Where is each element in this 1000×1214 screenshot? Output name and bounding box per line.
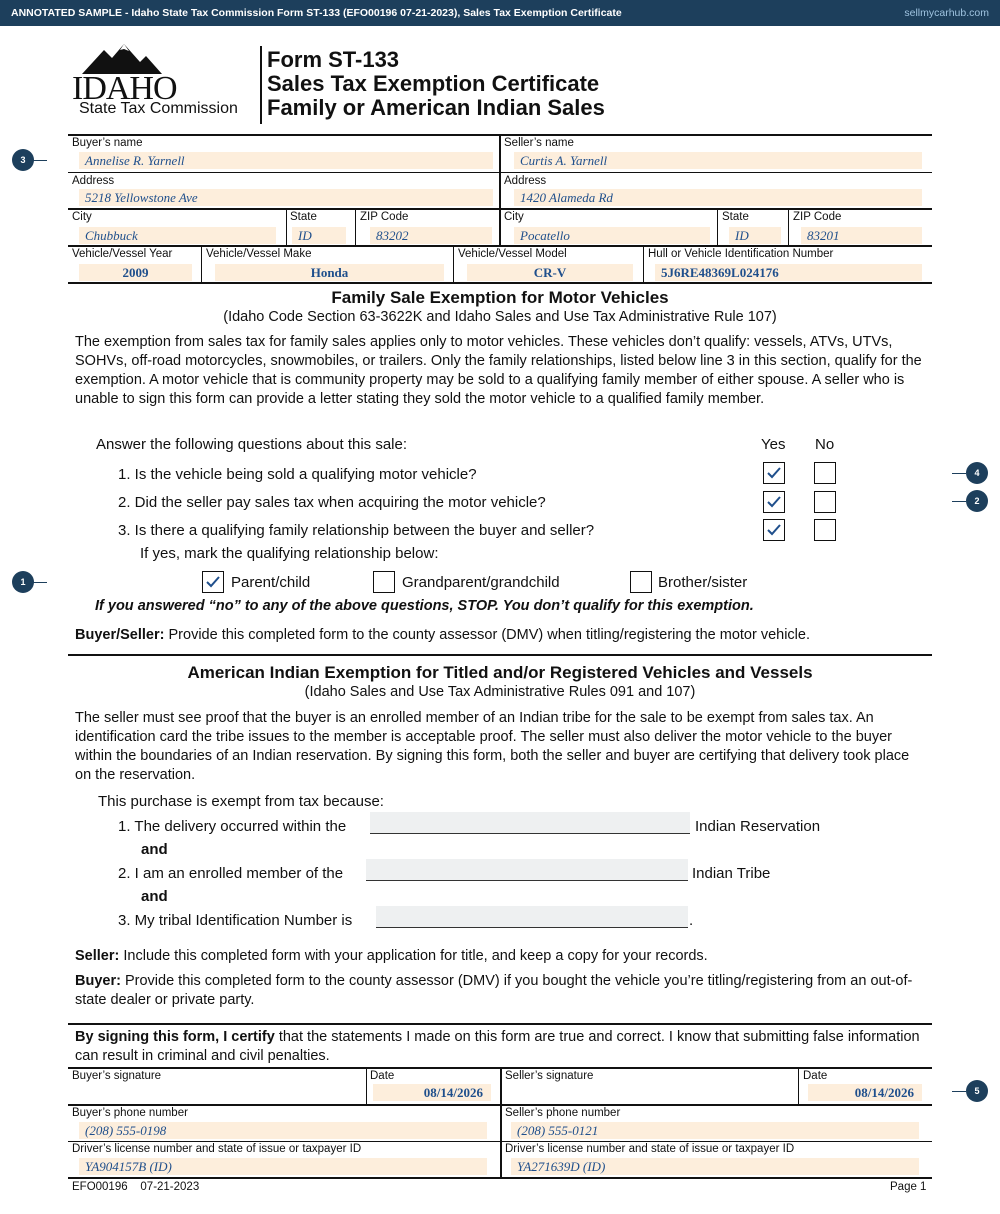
question-1: 1. Is the vehicle being sold a qualifying motor vehicle? <box>118 466 477 483</box>
seller-zip-field[interactable]: 83201 <box>801 227 922 244</box>
q1-yes-checkbox[interactable] <box>763 462 785 484</box>
buyer-signature-label: Buyer’s signature <box>72 1070 162 1082</box>
buyer-dl-field[interactable]: YA904157B (ID) <box>79 1158 487 1175</box>
table-vrule <box>788 208 789 246</box>
q2-no-checkbox[interactable] <box>814 491 836 513</box>
footer-page: Page 1 <box>890 1181 927 1193</box>
checkmark-icon <box>205 575 221 589</box>
annotation-badge-4: 4 <box>966 462 988 484</box>
q3-yes-checkbox[interactable] <box>763 519 785 541</box>
buyer-name-field[interactable]: Annelise R. Yarnell <box>79 152 493 169</box>
table-vrule <box>453 245 454 283</box>
seller-zip-label: ZIP Code <box>793 211 842 223</box>
annotation-leader <box>33 160 47 161</box>
family-subheading: (Idaho Code Section 63-3622K and Idaho Sales and Use Tax Administrative Rule 107) <box>223 309 777 325</box>
table-vrule <box>717 208 718 246</box>
seller-instruction-text: Include this completed form with your application for title, and keep a copy for your records. <box>123 948 708 964</box>
annotation-badge-3: 3 <box>12 149 34 171</box>
vehicle-year-label: Vehicle/Vessel Year <box>72 248 173 260</box>
reservation-line-label: 1. The delivery occurred within the <box>118 818 347 835</box>
tribe-line-label: 2. I am an enrolled member of the <box>118 865 344 882</box>
logo-word: IDAHO <box>72 70 177 107</box>
section-divider <box>68 1023 932 1025</box>
buyer-seller-label: Buyer/Seller: <box>75 627 165 643</box>
tribe-input[interactable] <box>366 859 688 881</box>
annotation-banner <box>0 0 1000 26</box>
annotation-leader <box>952 1091 966 1092</box>
checkmark-icon <box>766 495 782 509</box>
buyer-state-label: State <box>290 211 317 223</box>
indian-heading: American Indian Exemption for Titled and/or Registered Vehicles and Vessels <box>187 663 813 682</box>
q1-no-checkbox[interactable] <box>814 462 836 484</box>
seller-name-field[interactable]: Curtis A. Yarnell <box>514 152 922 169</box>
buyer-instruction-text: Provide this completed form to the county assessor (DMV) if you bought the vehicle you’re titling/registering from an out-of-state dealer or private party. <box>75 973 913 1008</box>
buyer-address-field[interactable]: 5218 Yellowstone Ave <box>79 189 493 206</box>
table-vrule <box>798 1067 799 1105</box>
buyer-zip-field[interactable]: 83202 <box>370 227 492 244</box>
sibling-checkbox[interactable] <box>630 571 652 593</box>
form-title: Sales Tax Exemption Certificate <box>267 71 600 96</box>
buyer-date-label: Date <box>370 1070 395 1082</box>
idaho-logo <box>70 40 260 125</box>
footer-form-id: EFO00196 07-21-2023 <box>72 1181 200 1193</box>
seller-signature-label: Seller’s signature <box>505 1070 594 1082</box>
buyer-seller-instruction <box>75 627 810 643</box>
table-rule <box>68 282 932 284</box>
annotation-leader <box>952 473 966 474</box>
and-connector: and <box>141 841 168 858</box>
annotation-leader <box>952 501 966 502</box>
seller-phone-label: Seller’s phone number <box>505 1107 621 1119</box>
seller-date-label: Date <box>803 1070 828 1082</box>
vehicle-model-label: Vehicle/Vessel Model <box>458 248 567 260</box>
seller-address-label: Address <box>504 175 547 187</box>
banner-site[interactable]: sellmycarhub.com <box>904 7 989 19</box>
question-3: 3. Is there a qualifying family relationship between the buyer and seller? <box>118 522 595 539</box>
q3-no-checkbox[interactable] <box>814 519 836 541</box>
certification-statement <box>75 1028 935 1066</box>
parent-child-label: Parent/child <box>231 574 311 591</box>
exempt-prompt: This purchase is exempt from tax because: <box>98 793 384 810</box>
section-divider <box>68 654 932 656</box>
stop-warning: If you answered “no” to any of the above questions, STOP. You don’t qualify for this exemption. <box>95 598 754 614</box>
reservation-input[interactable] <box>370 812 690 834</box>
table-vrule <box>355 208 356 246</box>
table-vrule <box>500 1067 502 1178</box>
seller-dl-label: Driver’s license number and state of issue or taxpayer ID <box>505 1143 795 1155</box>
buyer-instruction <box>75 972 925 1010</box>
answer-prompt: Answer the following questions about this sale: <box>96 436 408 453</box>
annotation-leader <box>33 582 47 583</box>
buyer-city-field[interactable]: Chubbuck <box>79 227 276 244</box>
vehicle-make-field[interactable]: Honda <box>215 264 444 281</box>
seller-city-field[interactable]: Pocatello <box>514 227 710 244</box>
seller-phone-field[interactable]: (208) 555-0121 <box>511 1122 919 1139</box>
logo-subtitle: State Tax Commission <box>79 100 238 117</box>
family-intro: The exemption from sales tax for family sales applies only to motor vehicles. These vehicles don’t qualify: vessels, ATVs, UTVs, SOHVs, off-road motorcycles, snowmobiles, or trailers. Only the family relationships, listed below line 3 in this section, qualify for the exemption. A motor vehicle that is community property may be sold to a qualifying family member of either spouse. A seller who is unable to sign this form can provide a letter stating they sold the motor vehicle to a qualified family member. <box>75 334 922 407</box>
buyer-state-field[interactable]: ID <box>292 227 346 244</box>
q2-yes-checkbox[interactable] <box>763 491 785 513</box>
grandparent-label: Grandparent/grandchild <box>402 574 560 591</box>
buyer-city-label: City <box>72 211 92 223</box>
seller-dl-field[interactable]: YA271639D (ID) <box>511 1158 919 1175</box>
banner-title: ANNOTATED SAMPLE - Idaho State Tax Commission Form ST-133 (EFO00196 07-21-2023), Sales Tax Exemption Certificate <box>11 7 622 19</box>
vehicle-make-label: Vehicle/Vessel Make <box>206 248 312 260</box>
seller-address-field[interactable]: 1420 Alameda Rd <box>514 189 922 206</box>
buyer-seller-text: Provide this completed form to the county assessor (DMV) when titling/registering the motor vehicle. <box>168 627 810 643</box>
table-vrule <box>643 245 644 283</box>
buyer-instruction-label: Buyer: <box>75 973 121 989</box>
annotation-badge-2: 2 <box>966 490 988 512</box>
buyer-phone-field[interactable]: (208) 555-0198 <box>79 1122 487 1139</box>
indian-subheading: (Idaho Sales and Use Tax Administrative Rules 091 and 107) <box>304 684 696 700</box>
vehicle-model-field[interactable]: CR-V <box>467 264 633 281</box>
tribal-id-input[interactable] <box>376 906 688 928</box>
seller-instruction-label: Seller: <box>75 948 120 964</box>
seller-name-label: Seller’s name <box>504 137 574 149</box>
annotation-badge-5: 5 <box>966 1080 988 1102</box>
parent-child-checkbox[interactable] <box>202 571 224 593</box>
table-vrule <box>286 208 287 246</box>
sibling-label: Brother/sister <box>658 574 748 591</box>
vehicle-year-field[interactable]: 2009 <box>79 264 192 281</box>
certification-bold: By signing this form, I certify <box>75 1029 275 1045</box>
no-header: No <box>815 436 835 453</box>
buyer-dl-label: Driver’s license number and state of issue or taxpayer ID <box>72 1143 362 1155</box>
form-subtitle: Family or American Indian Sales <box>267 95 605 120</box>
question-3-sub: If yes, mark the qualifying relationship below: <box>140 545 439 562</box>
annotation-badge-1: 1 <box>12 571 34 593</box>
tribe-suffix: Indian Tribe <box>692 865 771 882</box>
indian-intro: The seller must see proof that the buyer is an enrolled member of an Indian tribe for the sale to be exempt from sales tax. An identification card the tribe issues to the member is acceptable proof. The seller must also deliver the motor vehicle to the buyer within the boundaries of an Indian reservation. By signing this form, both the seller and buyer are certifying that delivery took place on the reservation. <box>75 710 910 783</box>
question-2: 2. Did the seller pay sales tax when acquiring the motor vehicle? <box>118 494 546 511</box>
tribal-id-label: 3. My tribal Identification Number is <box>118 912 353 929</box>
tribal-id-period: . <box>689 912 694 929</box>
table-vrule <box>499 134 501 246</box>
seller-state-field[interactable]: ID <box>729 227 781 244</box>
table-vrule <box>201 245 202 283</box>
form-title-block <box>267 48 605 120</box>
header-divider <box>260 46 262 124</box>
checkmark-icon <box>766 523 782 537</box>
seller-date-field[interactable]: 08/14/2026 <box>808 1084 922 1101</box>
vin-label: Hull or Vehicle Identification Number <box>648 248 834 260</box>
buyer-date-field[interactable]: 08/14/2026 <box>373 1084 491 1101</box>
table-vrule <box>366 1067 367 1105</box>
seller-city-label: City <box>504 211 524 223</box>
seller-instruction <box>75 948 708 964</box>
grandparent-checkbox[interactable] <box>373 571 395 593</box>
certification-text: that the statements I made on this form are true and correct. I know that submitting false information can result in criminal and civil penalties. <box>75 1029 920 1064</box>
buyer-address-label: Address <box>72 175 115 187</box>
buyer-zip-label: ZIP Code <box>360 211 409 223</box>
and-connector: and <box>141 888 168 905</box>
seller-state-label: State <box>722 211 749 223</box>
form-number: Form ST-133 <box>267 47 400 72</box>
yes-header: Yes <box>761 436 786 453</box>
buyer-name-label: Buyer’s name <box>72 137 143 149</box>
buyer-phone-label: Buyer’s phone number <box>72 1107 188 1119</box>
checkmark-icon <box>766 466 782 480</box>
family-heading: Family Sale Exemption for Motor Vehicles <box>331 288 669 307</box>
reservation-suffix: Indian Reservation <box>695 818 821 835</box>
vin-field[interactable]: 5J6RE48369L024176 <box>655 264 922 281</box>
